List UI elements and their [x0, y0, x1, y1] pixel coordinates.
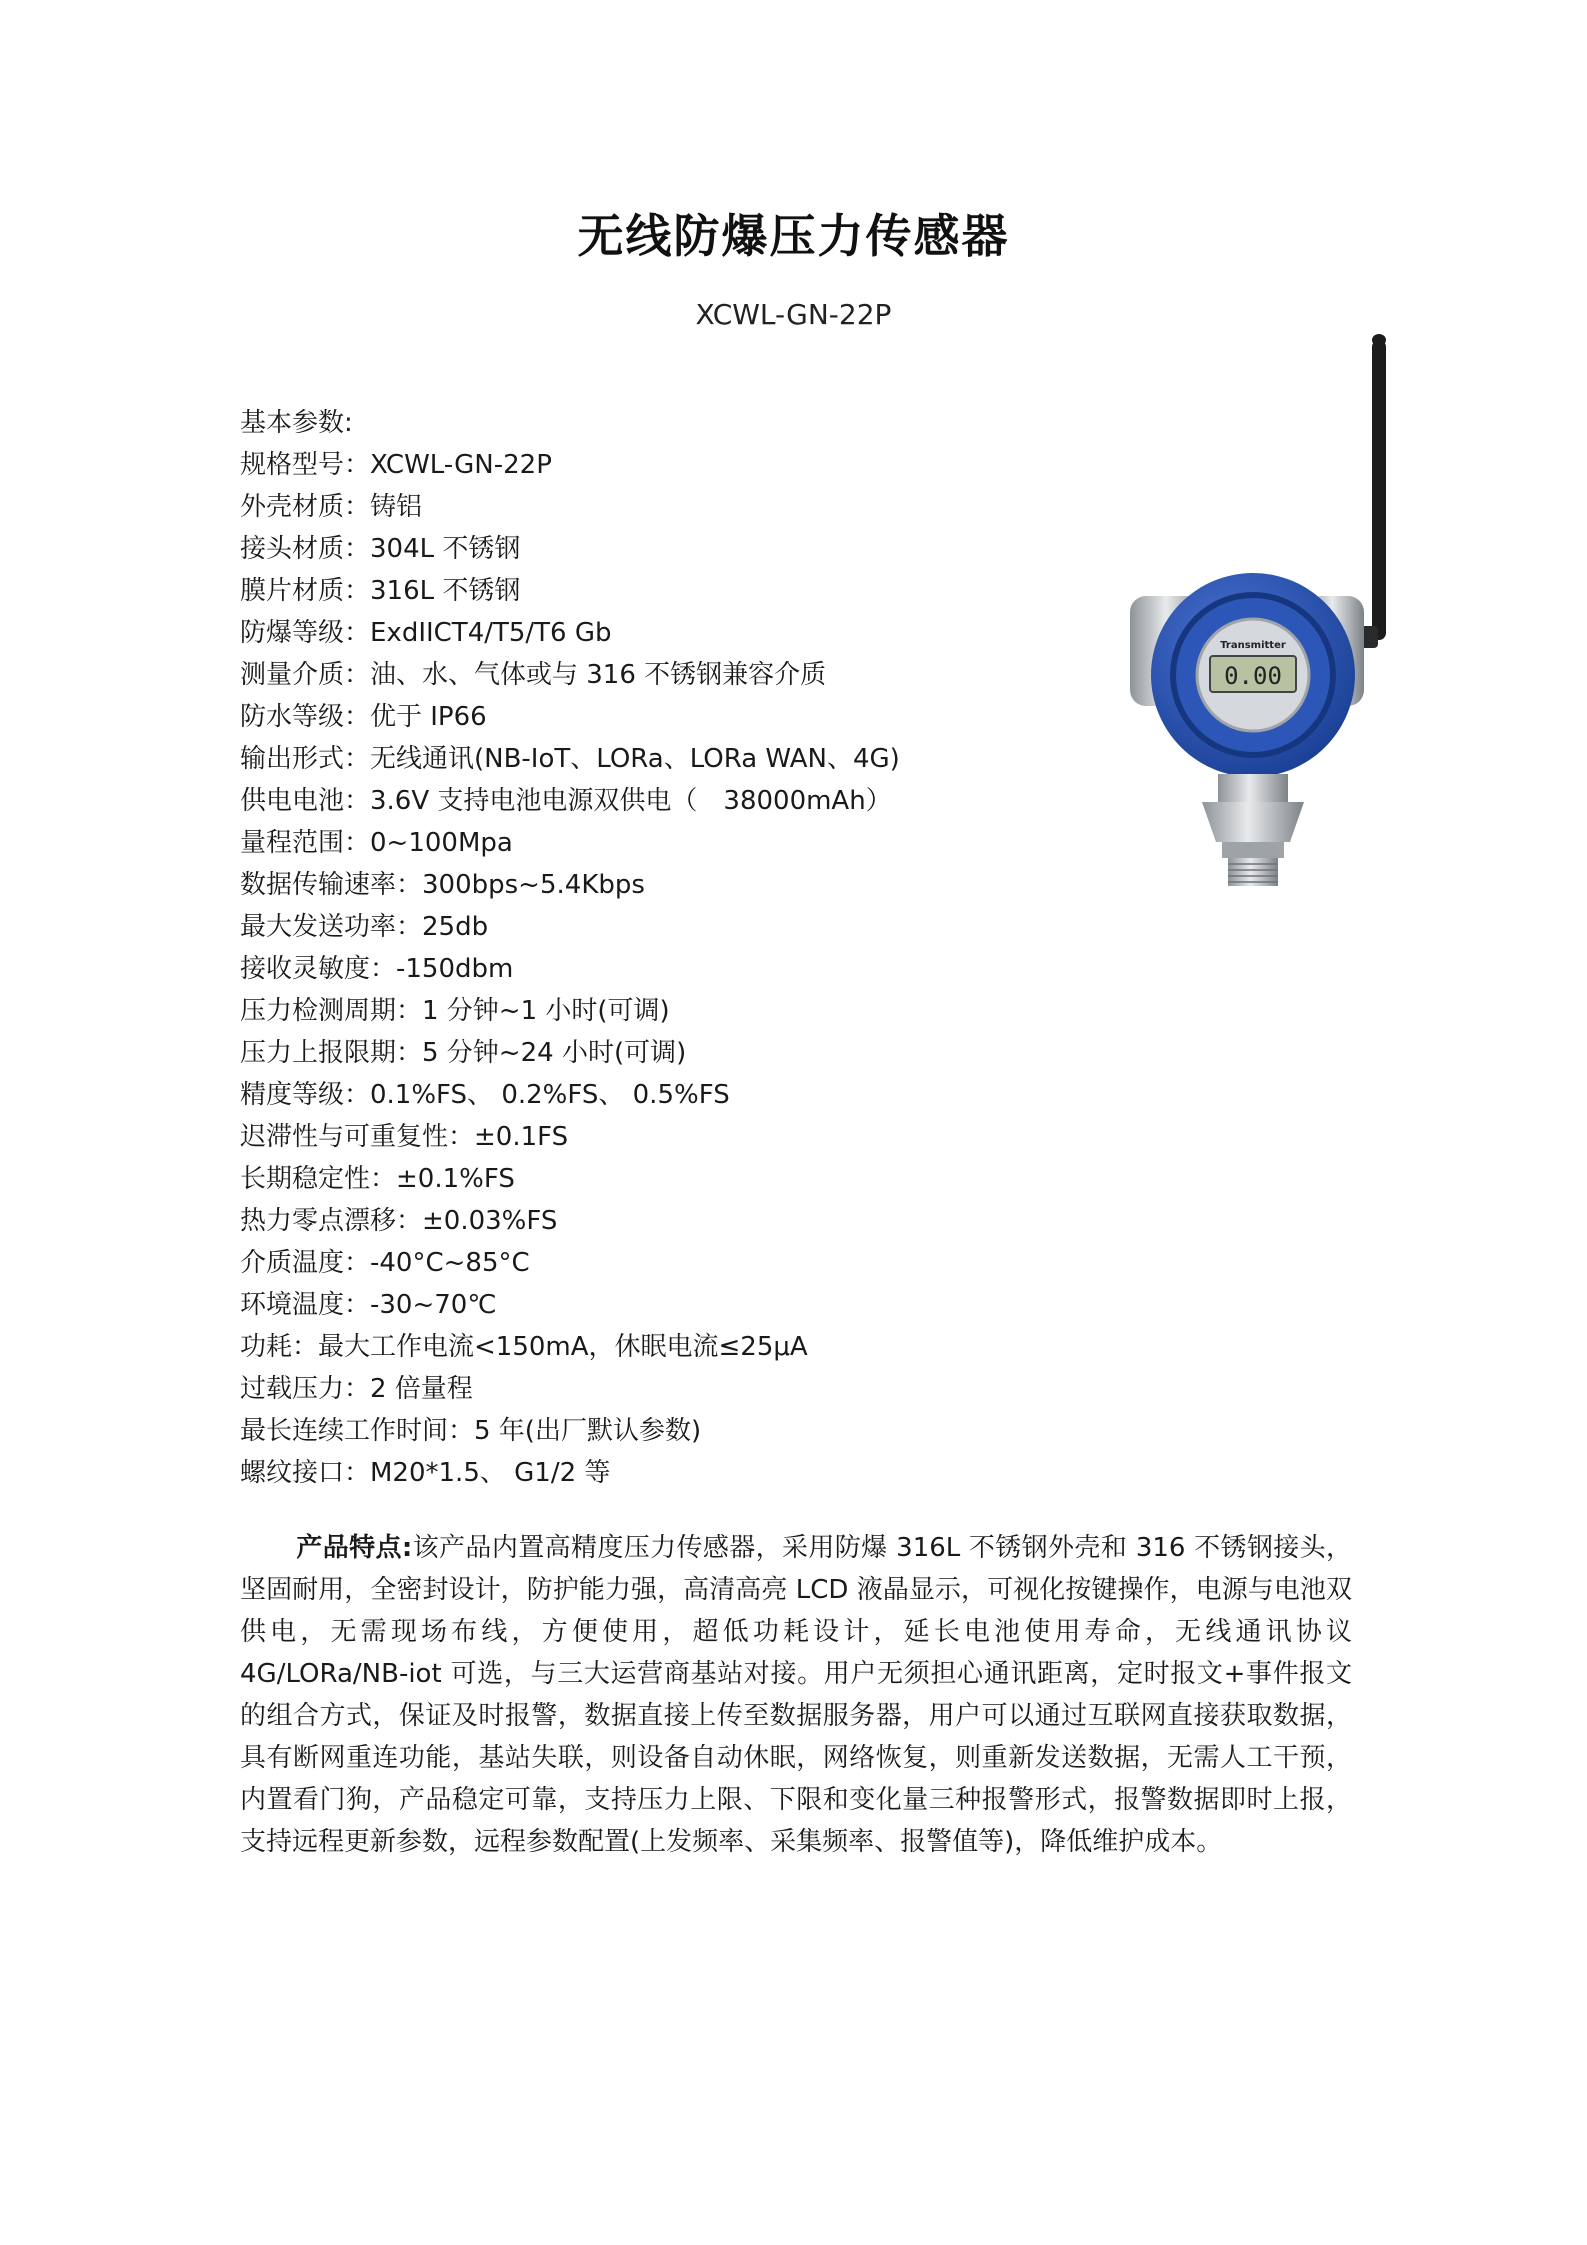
param-row: 接收灵敏度：-150dbm	[240, 954, 514, 984]
param-row: 螺纹接口：M20*1.5、 G1/2 等	[240, 1458, 611, 1488]
param-row: 介质温度：-40°C~85°C	[240, 1248, 530, 1278]
display-value: 0.00	[1224, 662, 1282, 690]
param-row: 防爆等级：ExdIICT4/T5/T6 Gb	[240, 618, 612, 648]
model-subtitle: XCWL-GN-22P	[695, 298, 892, 331]
features-label: 产品特点:	[296, 1533, 413, 1563]
product-features	[240, 1527, 1352, 1863]
param-row: 压力上报限期：5 分钟~24 小时(可调)	[240, 1038, 687, 1068]
param-row: 输出形式：无线通讯(NB-IoT、LORa、LORa WAN、4G)	[240, 744, 900, 774]
param-row: 最大发送功率：25db	[240, 912, 489, 942]
param-row: 量程范围：0~100Mpa	[240, 828, 513, 858]
param-row: 最长连续工作时间：5 年(出厂默认参数)	[240, 1416, 702, 1446]
features-text: 该产品内置高精度压力传感器，采用防爆 316L 不锈钢外壳和 316 不锈钢接头，坚固耐用，全密封设计，防护能力强，高清高亮 LCD 液晶显示，可视化按键操作，电源与电池双供电，无需现场布线，方便使用，超低功耗设计，延长电池使用寿命，无线通讯协议 4G/LORa/NB-iot 可选，与三大运营商基站对接。用户无须担心通讯距离，定时报文+事件报文的组合方式，保证及时报警，数据直接上传至数据服务器，用户可以通过互联网直接获取数据，具有断网重连功能，基站失联，则设备自动休眠，网络恢复，则重新发送数据，无需人工干预，内置看门狗，产品稳定可靠，支持压力上限、下限和变化量三种报警形式，报警数据即时上报，支持远程更新参数，远程参数配置(上发频率、采集频率、报警值等)，降低维护成本。	[240, 1533, 1352, 1857]
param-row: 接头材质：304L 不锈钢	[240, 534, 521, 564]
param-row: 环境温度：-30~70℃	[240, 1290, 497, 1320]
param-row: 长期稳定性：±0.1%FS	[240, 1164, 515, 1194]
param-row: 迟滞性与可重复性：±0.1FS	[240, 1122, 569, 1152]
param-row: 热力零点漂移：±0.03%FS	[240, 1206, 558, 1236]
wireless-pressure-transmitter-icon	[1110, 330, 1410, 890]
param-row: 测量介质：油、水、气体或与 316 不锈钢兼容介质	[240, 660, 827, 690]
page-title: 无线防爆压力传感器	[577, 209, 1010, 263]
param-row: 供电电池：3.6V 支持电池电源双供电（ 38000mAh）	[240, 786, 892, 816]
param-row: 精度等级：0.1%FS、 0.2%FS、 0.5%FS	[240, 1080, 730, 1110]
param-row: 过载压力：2 倍量程	[240, 1374, 473, 1404]
param-row: 外壳材质：铸铝	[240, 492, 423, 522]
param-row: 防水等级：优于 IP66	[240, 702, 487, 732]
params-heading: 基本参数:	[240, 408, 353, 438]
basic-parameters	[240, 402, 1140, 1494]
param-row: 数据传输速率：300bps~5.4Kbps	[240, 870, 645, 900]
display-brand: Transmitter	[1220, 640, 1286, 651]
param-row: 膜片材质：316L 不锈钢	[240, 576, 521, 606]
param-row: 压力检测周期：1 分钟~1 小时(可调)	[240, 996, 670, 1026]
param-row: 规格型号：XCWL-GN-22P	[240, 450, 552, 480]
param-row: 功耗：最大工作电流<150mA，休眠电流≤25μA	[240, 1332, 808, 1362]
